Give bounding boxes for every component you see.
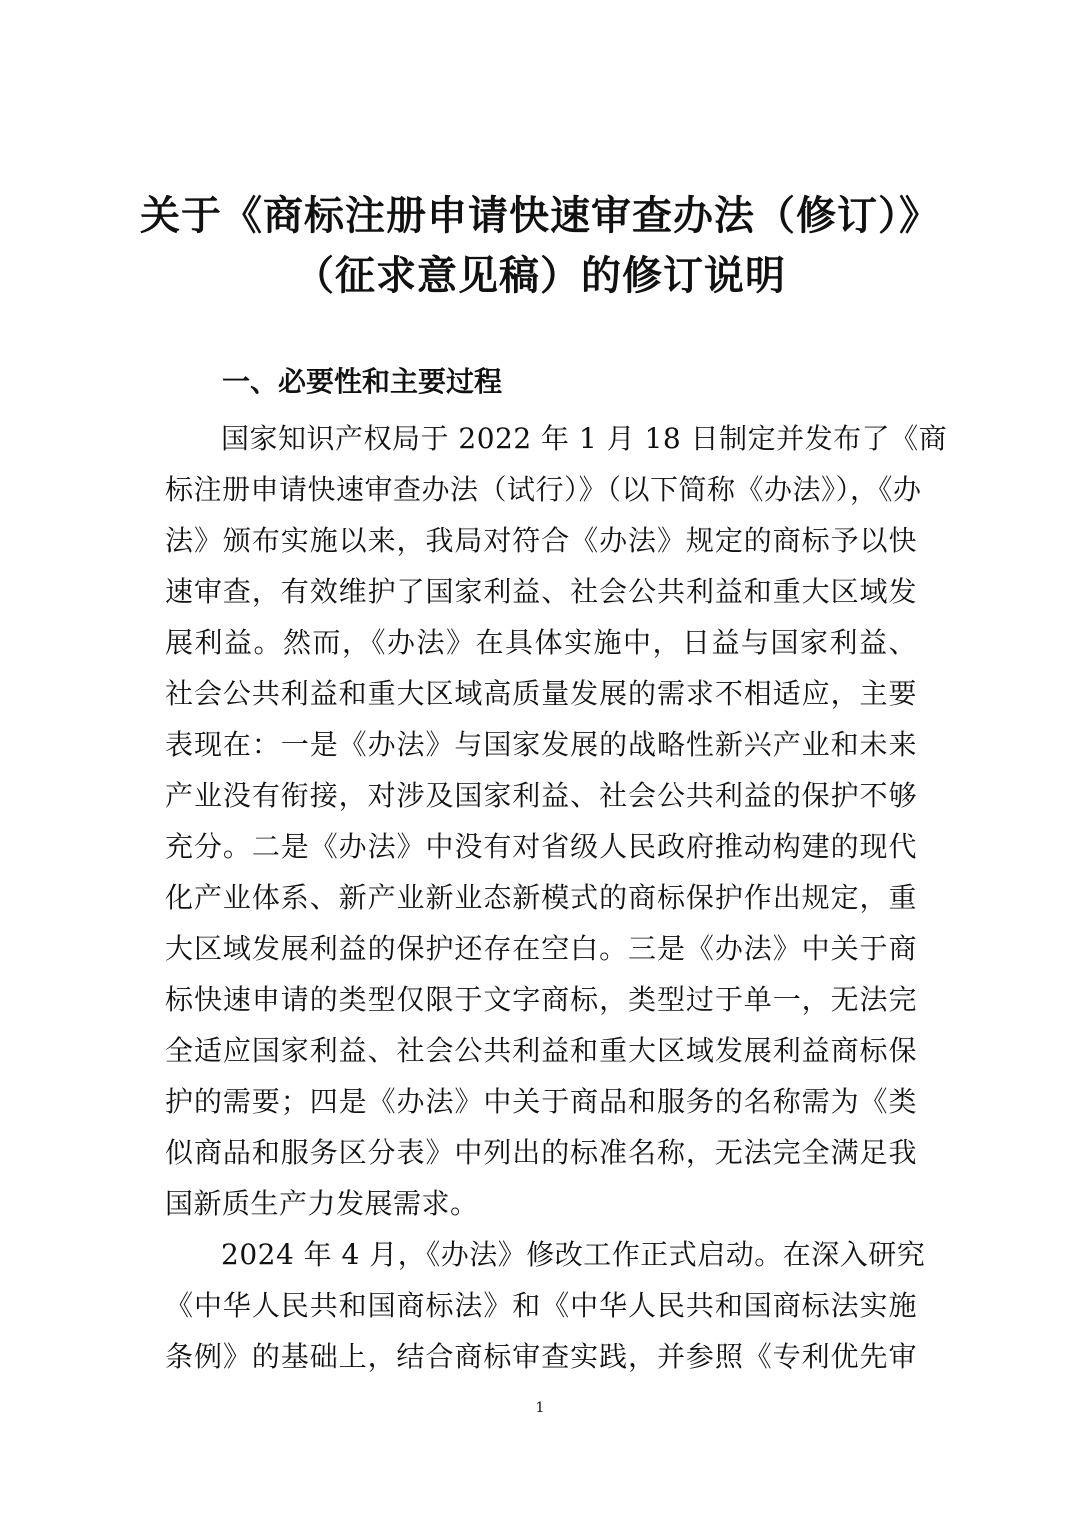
paragraph-line: 充分。二是《办法》中没有对省级人民政府推动构建的现代 [165, 830, 917, 863]
paragraph-line: 国家知识产权局于 2022 年 1 月 18 日制定并发布了《商 [221, 422, 948, 455]
paragraph-line: 化产业体系、新产业新业态新模式的商标保护作出规定，重 [165, 881, 917, 914]
paragraph-line: 速审查，有效维护了国家利益、社会公共利益和重大区域发 [165, 575, 917, 608]
paragraph-line: 表现在：一是《办法》与国家发展的战略性新兴产业和未来 [165, 728, 917, 761]
document-title-line-1: 关于《商标注册申请快速审查办法（修订）》 [140, 193, 940, 239]
paragraph-line: 标注册申请快速审查办法（试行）》（以下简称《办法》），《办 [165, 473, 922, 506]
document-title-line-2: （征求意见稿）的修订说明 [294, 253, 786, 299]
page-number: 1 [535, 1400, 545, 1416]
body-text [165, 413, 948, 1382]
paragraph-line: 产业没有衔接，对涉及国家利益、社会公共利益的保护不够 [165, 779, 917, 812]
paragraph-line: 法》颁布实施以来，我局对符合《办法》规定的商标予以快 [165, 524, 917, 557]
paragraph-line: 大区域发展利益的保护还存在空白。三是《办法》中关于商 [165, 932, 917, 965]
section-heading: 一、必要性和主要过程 [222, 365, 503, 398]
paragraph-line: 2024 年 4 月，《办法》修改工作正式启动。在深入研究 [221, 1238, 926, 1271]
paragraph-line: 标快速申请的类型仅限于文字商标，类型过于单一，无法完 [165, 983, 917, 1016]
paragraph-line: 展利益。然而，《办法》在具体实施中，日益与国家利益、 [165, 626, 917, 659]
paragraph-line: 国新质生产力发展需求。 [165, 1187, 479, 1220]
paragraph-line: 《中华人民共和国商标法》和《中华人民共和国商标法实施 [165, 1289, 917, 1322]
paragraph-line: 护的需要；四是《办法》中关于商品和服务的名称需为《类 [165, 1085, 917, 1118]
paragraph-line: 社会公共利益和重大区域高质量发展的需求不相适应，主要 [165, 677, 917, 710]
paragraph-line: 条例》的基础上，结合商标审查实践，并参照《专利优先审 [165, 1340, 917, 1373]
paragraph-line: 似商品和服务区分表》中列出的标准名称，无法完全满足我 [165, 1136, 917, 1169]
paragraph-line: 全适应国家利益、社会公共利益和重大区域发展利益商标保 [165, 1034, 917, 1067]
